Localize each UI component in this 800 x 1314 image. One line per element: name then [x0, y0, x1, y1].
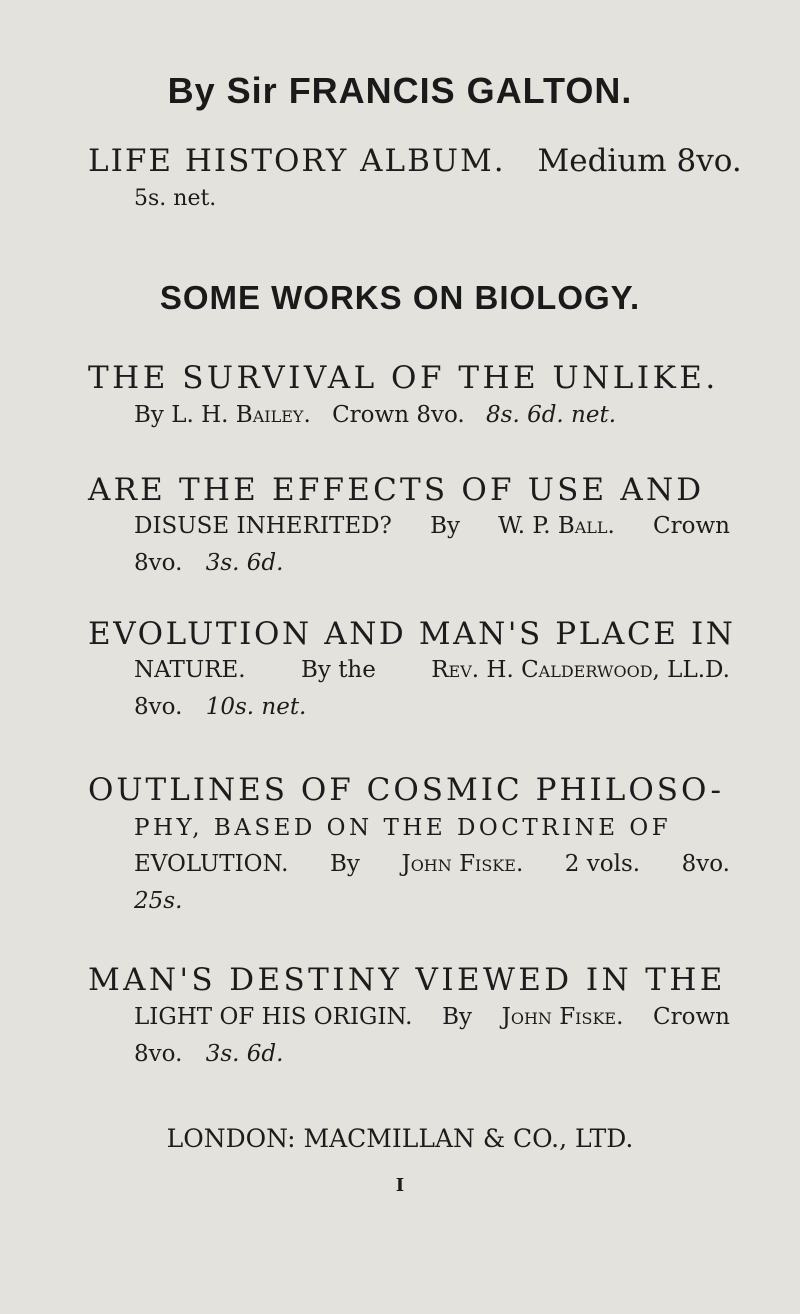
work-2-title-cont: DISUSE INHERITED?	[134, 513, 392, 539]
section-heading: SOME WORKS ON BIOLOGY.	[159, 279, 641, 316]
work-2-by: By	[430, 513, 460, 539]
work-4-title-cont2: EVOLUTION.	[134, 851, 289, 877]
author-heading: By Sir FRANCIS GALTON.	[167, 70, 633, 111]
work-3-format: 8vo.	[134, 694, 183, 720]
work-4-title-cont	[134, 815, 730, 841]
work-5-price: 3s. 6d.	[205, 1041, 284, 1067]
work-1-details	[134, 402, 616, 428]
work-4-price: 25s.	[134, 888, 183, 914]
work-3-title: EVOLUTION AND MAN'S PLACE IN	[88, 616, 736, 652]
work-3-author: Rev. H. Calderwood, LL.D.	[431, 657, 730, 683]
work-3-title-cont: NATURE.	[134, 657, 246, 683]
galton-work-format: Medium 8vo.	[537, 143, 742, 179]
work-5-format2: 8vo.	[134, 1041, 183, 1067]
work-2-details	[134, 513, 730, 539]
work-5-title: MAN'S DESTINY VIEWED IN THE	[88, 962, 726, 998]
work-4-author: John Fiske.	[401, 851, 524, 877]
work-1-price: 8s. 6d. net.	[486, 402, 617, 428]
work-4-volumes: 2 vols.	[564, 851, 641, 877]
galton-work-title-text: LIFE HISTORY ALBUM.	[88, 143, 506, 179]
work-5-format: Crown	[653, 1004, 730, 1030]
publisher-imprint: LONDON: MACMILLAN & CO., LTD.	[166, 1124, 634, 1153]
galton-work-price: 5s. net.	[134, 186, 217, 211]
work-5-details	[134, 1004, 730, 1030]
work-1-title: THE SURVIVAL OF THE UNLIKE.	[88, 360, 719, 396]
work-3-by: By the	[300, 657, 376, 683]
galton-work-title	[88, 143, 742, 179]
work-3-details-2	[134, 694, 306, 720]
work-1-by: By	[134, 402, 164, 428]
work-2-format: Crown	[653, 513, 730, 539]
work-2-price: 3s. 6d.	[205, 550, 284, 576]
work-4-by: By	[330, 851, 360, 877]
work-3-details	[134, 657, 730, 683]
work-4-title-cont-text: PHY, BASED ON THE DOCTRINE OF	[134, 815, 672, 841]
work-4-title: OUTLINES OF COSMIC PHILOSO-	[88, 772, 725, 808]
work-5-details-2	[134, 1041, 283, 1067]
work-2-format2: 8vo.	[134, 550, 183, 576]
work-5-title-cont: LIGHT OF HIS ORIGIN.	[134, 1004, 413, 1030]
work-2-title: ARE THE EFFECTS OF USE AND	[88, 472, 705, 508]
work-5-by: By	[442, 1004, 472, 1030]
work-2-author: W. P. Ball.	[498, 513, 615, 539]
page-number: I	[395, 1175, 405, 1196]
work-4-format: 8vo.	[681, 851, 730, 877]
work-1-author: L. H. Bailey.	[171, 402, 311, 428]
work-1-format: Crown 8vo.	[332, 402, 465, 428]
work-3-price: 10s. net.	[205, 694, 307, 720]
work-2-details-2	[134, 550, 283, 576]
work-5-author: John Fiske.	[501, 1004, 624, 1030]
work-4-details	[134, 851, 730, 877]
